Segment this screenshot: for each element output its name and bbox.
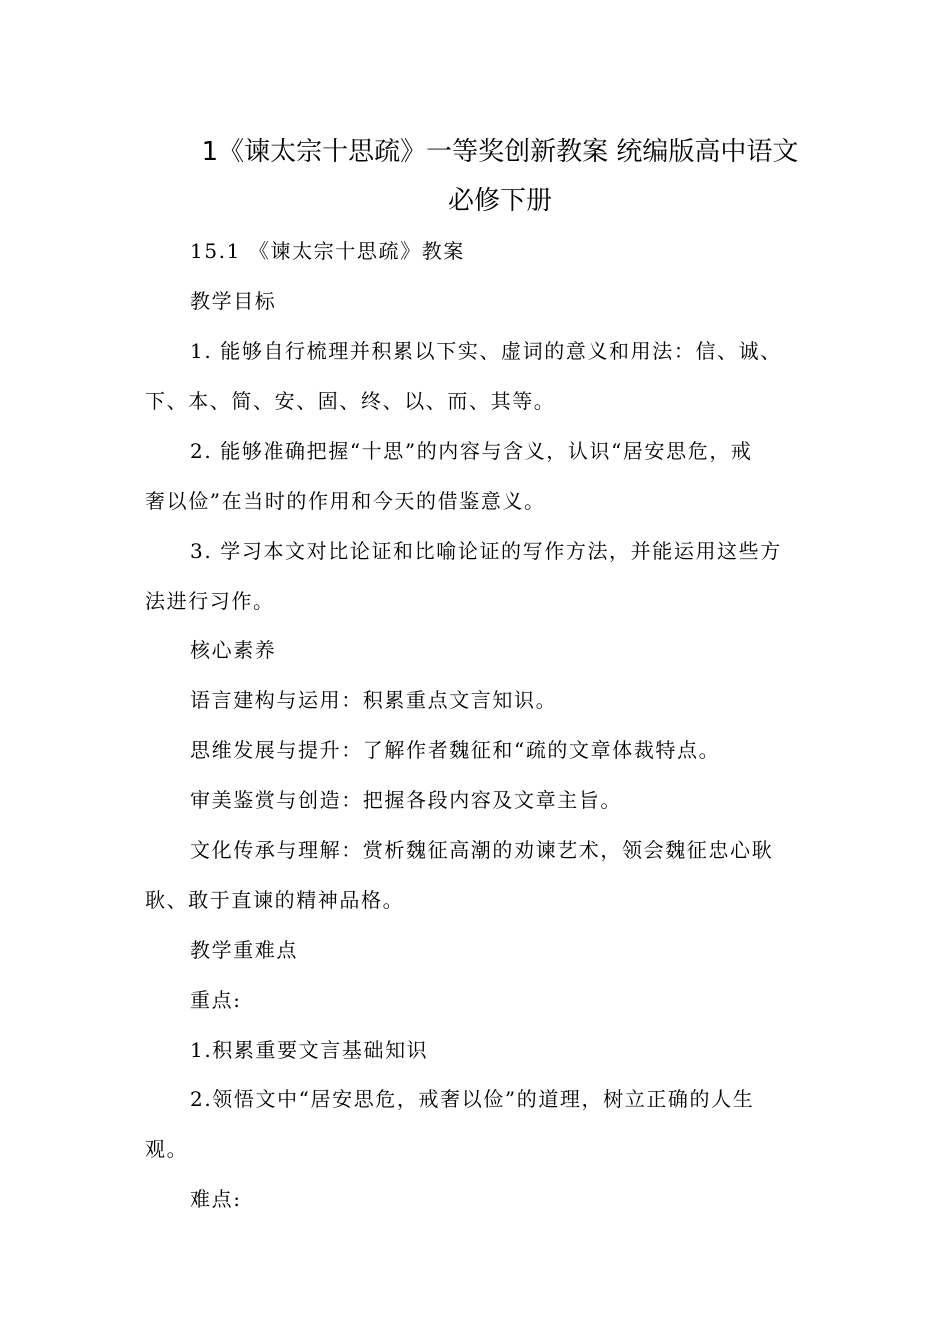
objective-3-line-1: 3. 学习本文对比论证和比喻论证的写作方法，并能运用这些方 xyxy=(190,539,782,563)
objective-2-line-1: 2. 能够准确把握“十思”的内容与含义，认识“居安思危，戒 xyxy=(190,439,753,463)
section-heading-core-literacy: 核心素养 xyxy=(190,638,277,662)
objective-1-line-2: 下、本、简、安、固、终、以、而、其等。 xyxy=(145,389,556,413)
key-points-label: 重点: xyxy=(190,988,242,1012)
key-point-2-line-1: 2.领悟文中“居安思危，戒奢以俭”的道理，树立正确的人生 xyxy=(190,1087,755,1111)
difficult-points-label: 难点: xyxy=(190,1187,242,1211)
objective-2-line-2: 奢以俭”在当时的作用和今天的借鉴意义。 xyxy=(145,489,546,513)
literacy-thinking: 思维发展与提升：了解作者魏征和“疏的文章体裁特点。 xyxy=(190,738,721,762)
key-point-1: 1.积累重要文言基础知识 xyxy=(190,1038,429,1062)
literacy-culture-line-1: 文化传承与理解：赏析魏征高潮的劝谏艺术，领会魏征忠心耿 xyxy=(190,838,774,862)
section-heading-key-points: 教学重难点 xyxy=(190,938,298,962)
document-title-line-2: 必修下册 xyxy=(447,186,552,216)
literacy-aesthetics: 审美鉴赏与创造：把握各段内容及文章主旨。 xyxy=(190,788,622,812)
literacy-culture-line-2: 耿、敢于直谏的精神品格。 xyxy=(145,888,405,912)
objective-1-line-1: 1. 能够自行梳理并积累以下实、虚词的意义和用法：信、诚、 xyxy=(190,339,782,363)
lesson-heading: 15.1 《谏太宗十思疏》教案 xyxy=(190,239,465,263)
section-heading-objectives: 教学目标 xyxy=(190,289,277,313)
objective-3-line-2: 法进行习作。 xyxy=(145,589,275,613)
document-title-line-1: 1《谏太宗十思疏》一等奖创新教案 统编版高中语文 xyxy=(201,137,799,167)
literacy-language: 语言建构与运用：积累重点文言知识。 xyxy=(190,688,558,712)
key-point-2-line-2: 观。 xyxy=(145,1137,189,1161)
